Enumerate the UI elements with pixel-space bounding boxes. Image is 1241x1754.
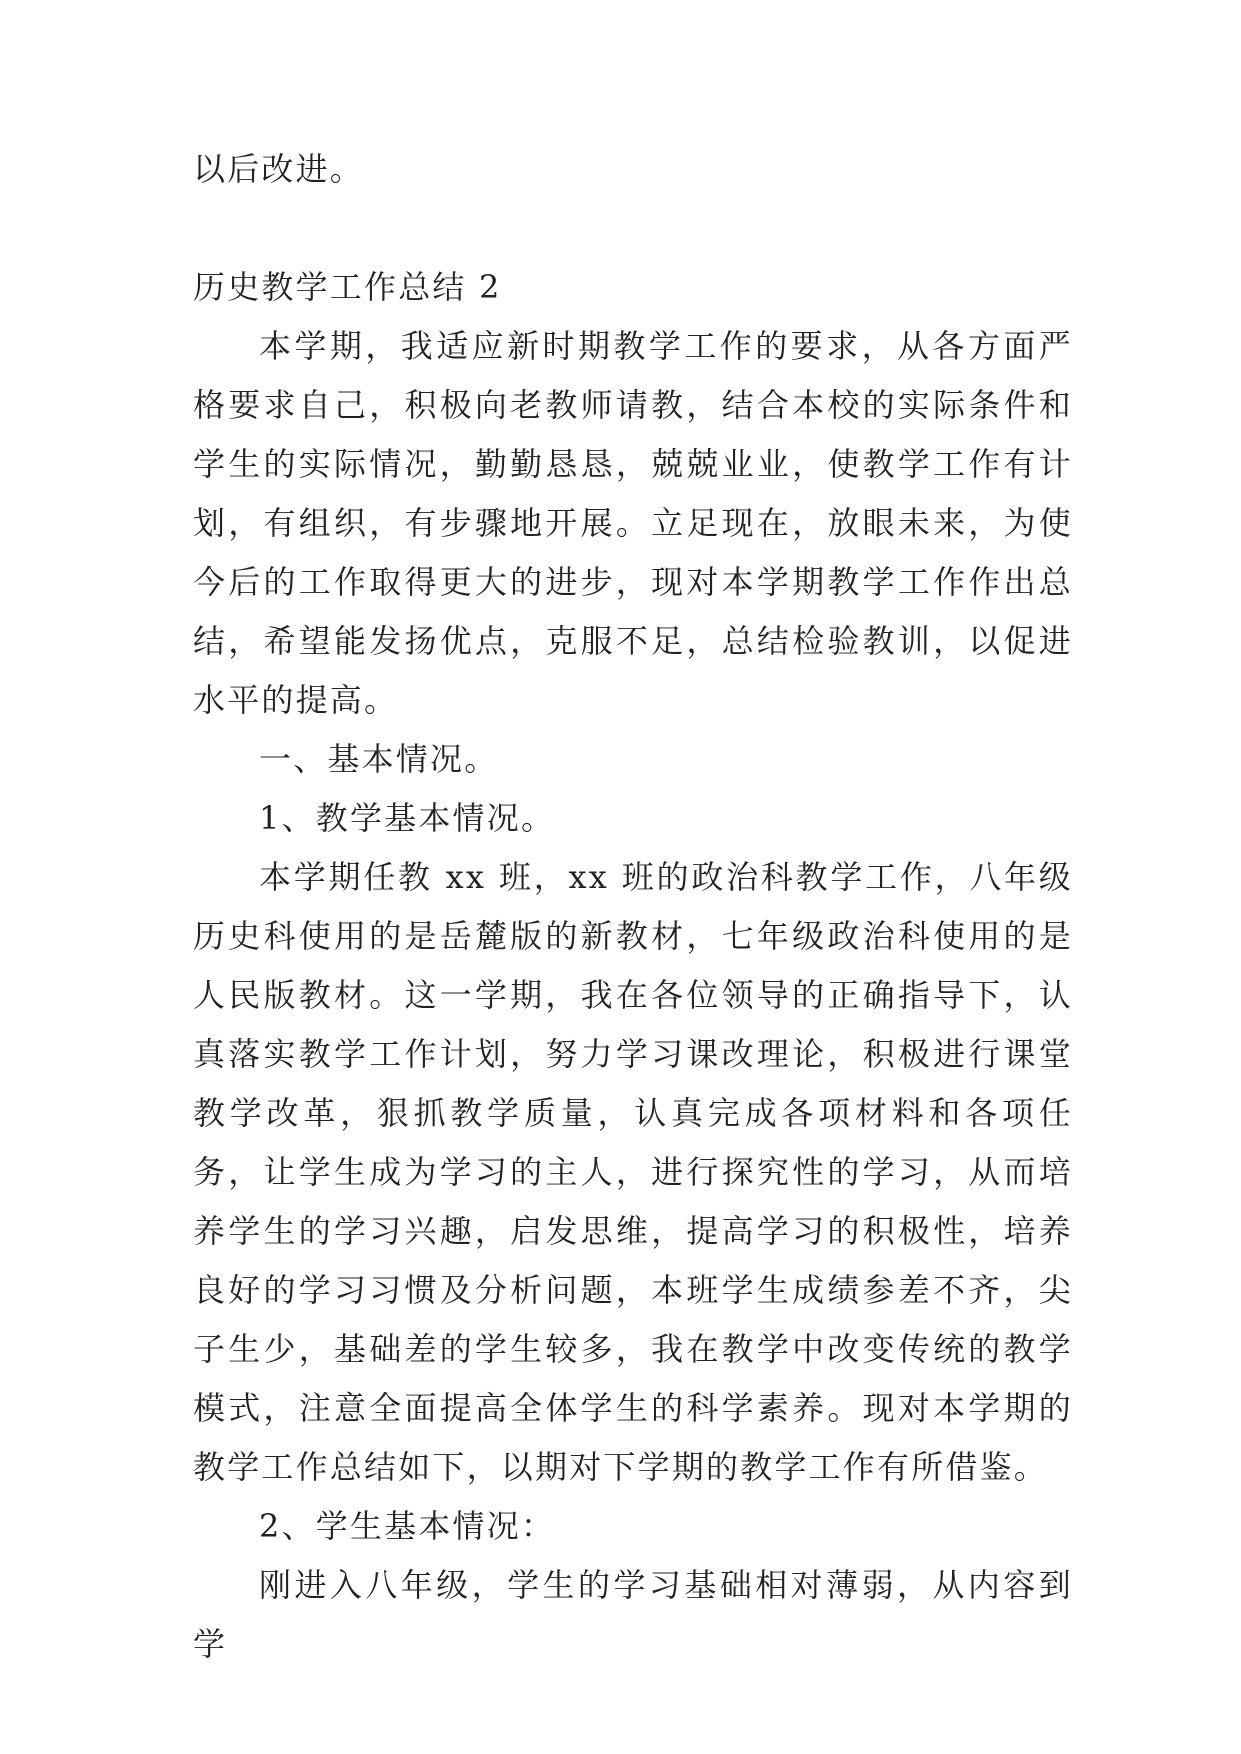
subheading-teaching-situation: 1、教学基本情况。 <box>259 799 556 837</box>
subheading-student-situation: 2、学生基本情况： <box>259 1507 556 1545</box>
continuation-line: 以后改进。 <box>193 150 365 188</box>
heading-basic-situation: 一、基本情况。 <box>259 740 499 778</box>
paragraph-student-details: 刚进入八年级，学生的学习基础相对薄弱，从内容到学 <box>193 1566 1073 1663</box>
section-title: 历史教学工作总结 2 <box>193 268 502 306</box>
paragraph-intro: 本学期，我适应新时期教学工作的要求，从各方面严格要求自己，积极向老教师请教，结合本校的实际条件和学生的实际情况，勤勤恳恳，兢兢业业，使教学工作有计划，有组织，有步骤地开展。立足现在，放眼未来，为使今后的工作取得更大的进步，现对本学期教学工作作出总结，希望能发扬优点，克服不足，总结检验教训，以促进水平的提高。 <box>193 327 1073 719</box>
document-body <box>193 140 1073 1674</box>
paragraph-teaching-details: 本学期任教 xx 班，xx 班的政治科教学工作，八年级历史科使用的是岳麓版的新教材，七年级政治科使用的是人民版教材。这一学期，我在各位领导的正确指导下，认真落实教学工作计划，努力学习课改理论，积极进行课堂教学改革，狠抓教学质量，认真完成各项材料和各项任务，让学生成为学习的主人，进行探究性的学习，从而培养学生的学习兴趣，启发思维，提高学习的积极性，培养良好的学习习惯及分析问题，本班学生成绩参差不齐，尖子生少，基础差的学生较多，我在教学中改变传统的教学模式，注意全面提高全体学生的科学素养。现对本学期的教学工作总结如下，以期对下学期的教学工作有所借鉴。 <box>193 858 1073 1486</box>
